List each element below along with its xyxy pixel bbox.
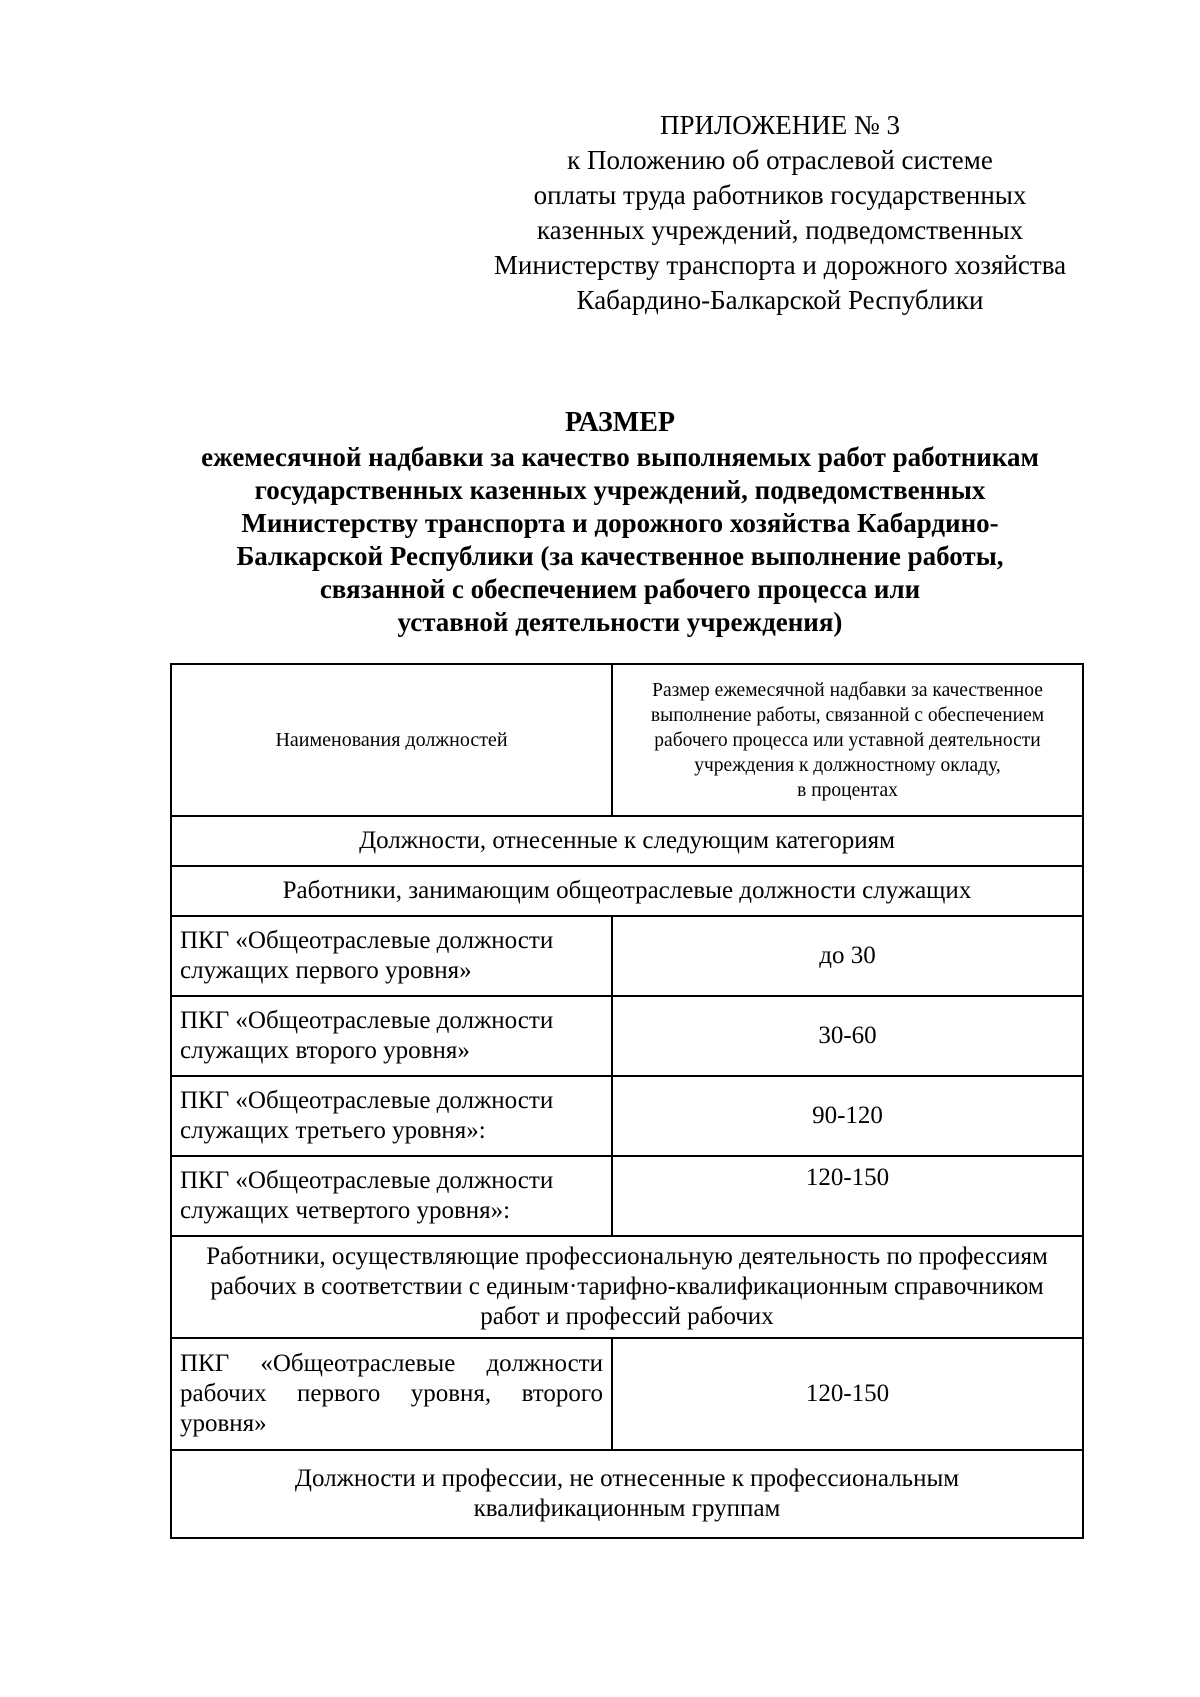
appendix-line: оплаты труда работников государственных [533,180,1027,210]
title-line: связанной с обеспечением рабочего процесса или [319,574,921,604]
section-row [171,866,1083,916]
section-line: работ и профессий рабочих [480,1303,774,1330]
bonus-value-cell: 120-150 [612,1156,1083,1236]
bonus-value-cell: 90-120 [612,1076,1083,1156]
appendix-header [470,108,1090,318]
appendix-line: Кабардино-Балкарской Республики [576,285,984,315]
table-row [171,1156,1083,1236]
pay-table [170,663,1084,1539]
appendix-line: к Положению об отраслевой системе [567,145,993,175]
section-row [171,1236,1083,1338]
title-line: ежемесячной надбавки за качество выполняемых работ работникам [201,442,1039,472]
header-line: рабочего процесса или уставной деятельности [654,729,1041,751]
table-row [171,1338,1083,1450]
section-line: квалификационным группам [473,1495,781,1522]
section-employees: Работники, занимающим общеотраслевые должности служащих [171,866,1083,916]
header-line: выполнение работы, связанной с обеспечением [650,704,1045,726]
position-line: ПКГ «Общеотраслевые должности [180,1007,554,1034]
section-other [171,1450,1083,1538]
header-bonus-size [612,664,1083,816]
section-categories: Должности, отнесенные к следующим категориям [171,816,1083,866]
section-row [171,1450,1083,1538]
section-line: Должности и профессии, не отнесенные к профессиональным [294,1465,960,1492]
title-line: Министерству транспорта и дорожного хозяйства Кабардино- [241,508,999,538]
title-line: уставной деятельности учреждения) [397,607,843,637]
title-main: РАЗМЕР [564,407,676,438]
position-name-cell [171,1156,612,1236]
appendix-number: ПРИЛОЖЕНИЕ № 3 [659,110,901,140]
position-name-cell: ПКГ «Общеотраслевые должности рабочих первого уровня, второго уровня» [171,1338,612,1450]
header-line: Размер ежемесячной надбавки за качественное [652,679,1043,701]
table-row [171,1076,1083,1156]
position-line: служащих первого уровня» [180,957,472,984]
position-name-cell [171,1076,612,1156]
position-name-cell [171,916,612,996]
appendix-line: Министерству транспорта и дорожного хозяйства [493,250,1067,280]
position-line: ПКГ «Общеотраслевые должности [180,1087,554,1114]
position-line: ПКГ «Общеотраслевые должности [180,927,554,954]
table-row [171,916,1083,996]
header-position-name: Наименования должностей [171,664,612,816]
section-workers [171,1236,1083,1338]
title-line: Балкарской Республики (за качественное выполнение работы, [236,541,1004,571]
bonus-value-cell: до 30 [612,916,1083,996]
section-line: рабочих в соответствии с единым·тарифно-квалификационным справочником [210,1273,1044,1300]
table-row [171,996,1083,1076]
document-title [140,405,1100,639]
table-header-row [171,664,1083,816]
position-name-cell [171,996,612,1076]
appendix-line: казенных учреждений, подведомственных [536,215,1024,245]
header-line: в процентах [797,779,898,801]
title-line: государственных казенных учреждений, подведомственных [254,475,986,505]
section-row [171,816,1083,866]
section-line: Работники, осуществляющие профессиональную деятельность по профессиям [206,1243,1048,1270]
header-line: учреждения к должностному окладу, [694,754,1001,776]
position-line: служащих второго уровня» [180,1037,470,1064]
bonus-value-cell: 30-60 [612,996,1083,1076]
position-line: ПКГ «Общеотраслевые должности [180,1167,554,1194]
bonus-value-cell: 120-150 [612,1338,1083,1450]
position-line: служащих четвертого уровня»: [180,1197,511,1224]
position-line: служащих третьего уровня»: [180,1117,486,1144]
